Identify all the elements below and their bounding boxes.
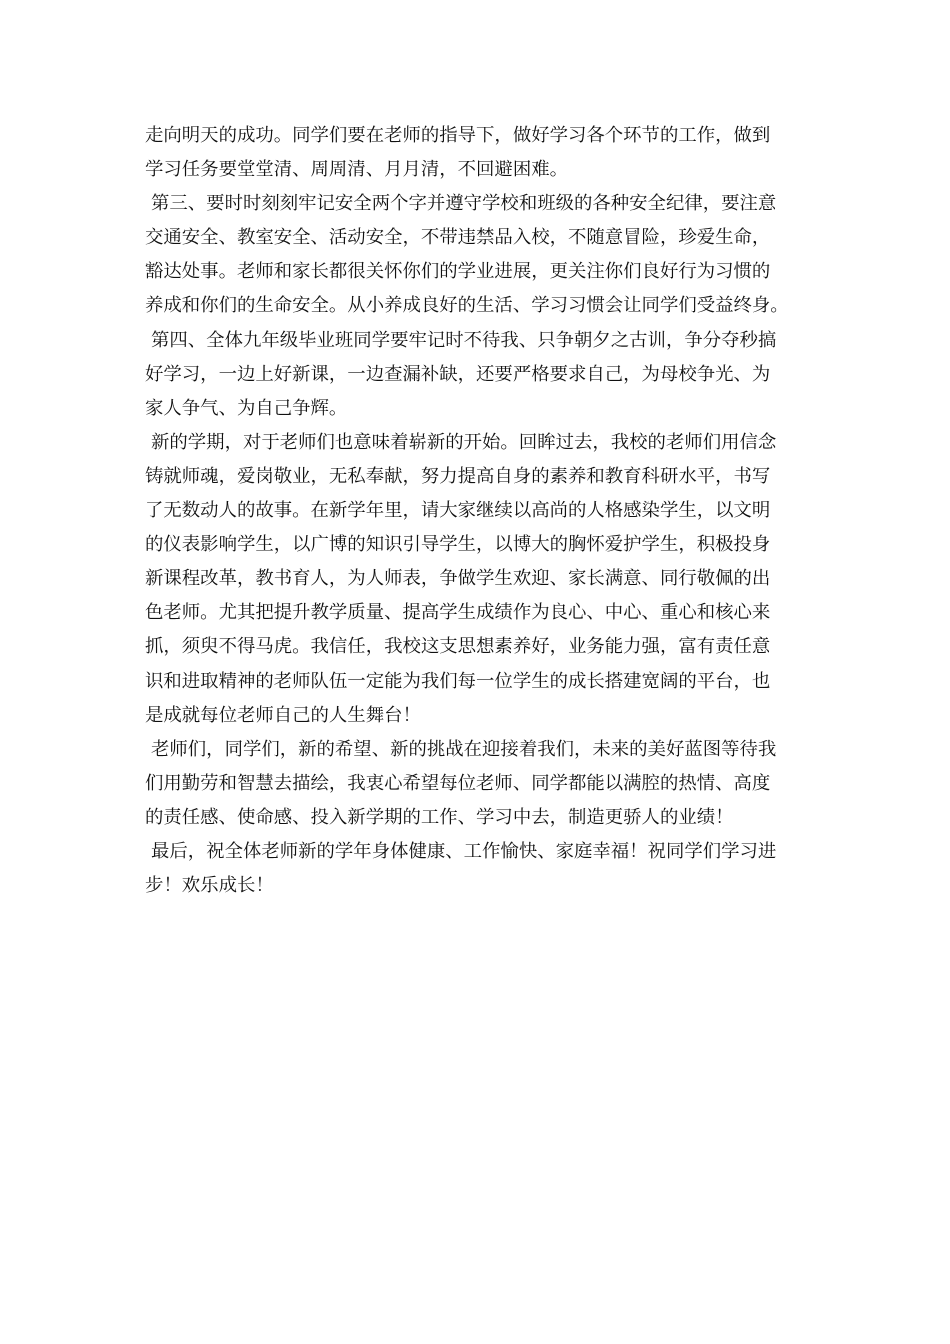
text-line: 养成和你们的生命安全。从小养成良好的生活、学习习惯会让同学们受益终身。 <box>145 295 789 317</box>
paragraph-start-line: 新的学期，对于老师们也意味着崭新的开始。回眸过去，我校的老师们用信念 <box>151 431 777 453</box>
text-line: 好学习，一边上好新课，一边查漏补缺，还要严格要求自己，为母校争光、为 <box>145 363 771 385</box>
paragraph-start-line: 老师们，同学们，新的希望、新的挑战在迎接着我们，未来的美好蓝图等待我 <box>151 738 777 760</box>
text-line: 是成就每位老师自己的人生舞台！ <box>145 704 421 726</box>
text-line: 走向明天的成功。同学们要在老师的指导下，做好学习各个环节的工作，做到 <box>145 125 771 146</box>
text-line: 抓，须臾不得马虎。我信任，我校这支思想素养好，业务能力强，富有责任意 <box>145 636 771 658</box>
text-line: 的仪表影响学生，以广博的知识引导学生，以博大的胸怀爱护学生，积极投身 <box>145 534 771 556</box>
text-line: 交通安全、教室安全、活动安全，不带违禁品入校，不随意冒险，珍爱生命， <box>145 227 771 249</box>
paragraph-start-line: 最后，祝全体老师新的学年身体健康、工作愉快、家庭幸福！祝同学们学习进 <box>151 840 777 862</box>
text-line: 的责任感、使命感、投入新学期的工作、学习中去，制造更骄人的业绩！ <box>145 806 734 828</box>
text-line: 们用勤劳和智慧去描绘，我衷心希望每位老师、同学都能以满腔的热情、高度 <box>145 772 771 794</box>
text-line: 色老师。尤其把提升教学质量、提高学生成绩作为良心、中心、重心和核心来 <box>145 602 771 624</box>
text-line: 新课程改革，教书育人，为人师表，争做学生欢迎、家长满意、同行敬佩的出 <box>145 568 771 590</box>
text-line: 学习任务要堂堂清、周周清、月月清，不回避困难。 <box>145 159 568 181</box>
paragraph-start-line: 第四、全体九年级毕业班同学要牢记时不待我、只争朝夕之古训，争分夺秒搞 <box>151 329 777 351</box>
text-line: 铸就师魂，爱岗敬业，无私奉献，努力提高自身的素养和教育科研水平，书写 <box>145 465 771 487</box>
paragraph-start-line: 第三、要时时刻刻牢记安全两个字并遵守学校和班级的各种安全纪律，要注意 <box>151 193 777 215</box>
text-line: 步！欢乐成长！ <box>145 875 274 897</box>
text-line: 识和进取精神的老师队伍一定能为我们每一位学生的成长搭建宽阔的平台，也 <box>145 670 771 692</box>
text-line: 了无数动人的故事。在新学年里，请大家继续以高尚的人格感染学生，以文明 <box>145 500 771 522</box>
text-line: 家人争气、为自己争辉。 <box>145 397 348 419</box>
speech-text-block <box>145 119 811 903</box>
text-line: 豁达处事。老师和家长都很关怀你们的学业进展，更关注你们良好行为习惯的 <box>145 261 771 283</box>
